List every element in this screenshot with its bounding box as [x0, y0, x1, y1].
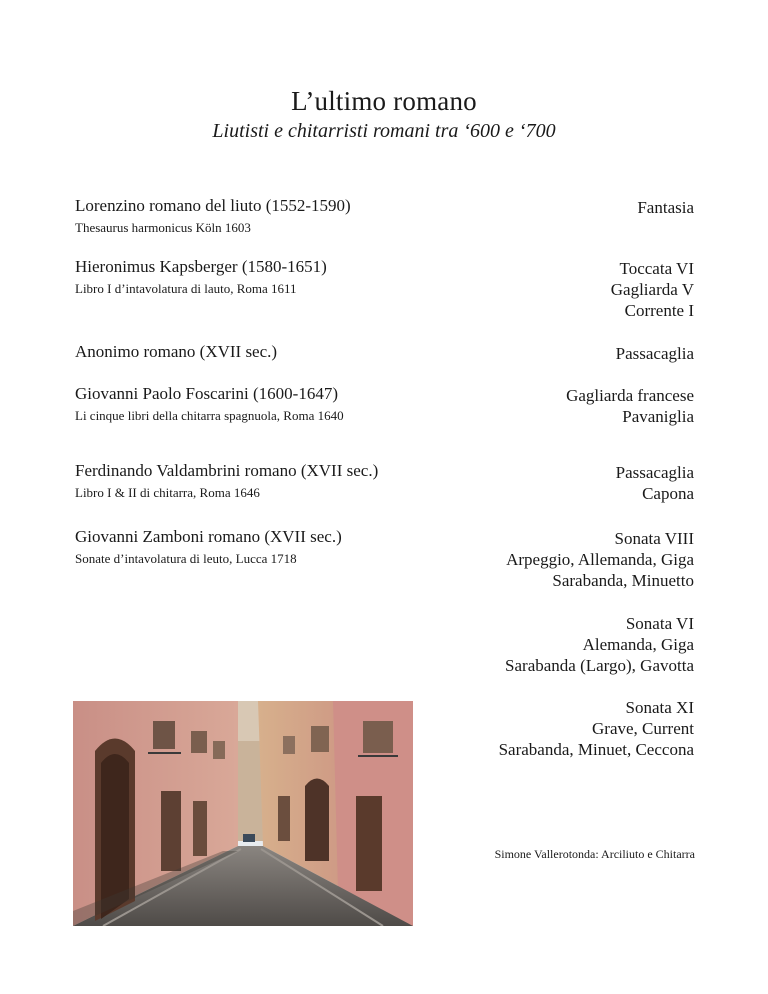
composer-source: Li cinque libri della chitarra spagnuola, Roma 1640: [75, 408, 344, 423]
work-title: Passacaglia: [615, 463, 694, 482]
composer-name: Giovanni Paolo Foscarini (1600-1647): [75, 384, 338, 403]
work-title: Toccata VI: [619, 259, 694, 278]
work-title: Pavaniglia: [622, 407, 694, 426]
work-title: Sonata XI: [625, 698, 694, 717]
composer-source: Thesaurus harmonicus Köln 1603: [75, 220, 251, 235]
work-title: Sarabanda, Minuet, Ceccona: [498, 740, 694, 759]
work-title: Sarabanda (Largo), Gavotta: [505, 656, 694, 675]
composer-source: Libro I & II di chitarra, Roma 1646: [75, 485, 260, 500]
composer-name: Ferdinando Valdambrini romano (XVII sec.): [75, 461, 379, 480]
work-title: Gagliarda francese: [566, 386, 694, 405]
work-title: Sonata VI: [625, 614, 694, 633]
work-title: Arpeggio, Allemanda, Giga: [506, 550, 694, 569]
composer-name: Anonimo romano (XVII sec.): [75, 342, 278, 361]
page-title: L’ultimo romano: [291, 86, 477, 116]
work-title: Capona: [642, 484, 694, 503]
composer-source: Libro I d’intavolatura di lauto, Roma 1611: [75, 281, 297, 296]
works-list: [611, 258, 694, 321]
works-list: [637, 197, 694, 218]
work-title: Fantasia: [637, 198, 694, 217]
work-title: Passacaglia: [615, 344, 694, 363]
works-list: [506, 528, 694, 591]
page-subtitle: Liutisti e chitarristi romani tra ‘600 e ‘700: [212, 120, 556, 142]
composer-name: Lorenzino romano del liuto (1552-1590): [75, 196, 351, 215]
works-list: [566, 385, 694, 427]
street-photo: [73, 701, 413, 926]
performer-credit: Simone Vallerotonda: Arciliuto e Chitarra: [494, 847, 695, 861]
works-list: [616, 343, 694, 364]
composer-name: Giovanni Zamboni romano (XVII sec.): [75, 527, 342, 546]
work-title: Sonata VIII: [614, 529, 694, 548]
work-title: Corrente I: [624, 301, 694, 320]
work-title: Sarabanda, Minuetto: [552, 571, 694, 590]
sonata-block: [499, 697, 694, 760]
work-title: Alemanda, Giga: [582, 635, 694, 654]
work-title: Gagliarda V: [610, 280, 694, 299]
works-list: [616, 462, 694, 504]
sonata-block: [505, 613, 694, 676]
composer-source: Sonate d’intavolatura di leuto, Lucca 1718: [75, 551, 297, 566]
work-title: Grave, Current: [592, 719, 694, 738]
composer-name: Hieronimus Kapsberger (1580-1651): [75, 257, 327, 276]
